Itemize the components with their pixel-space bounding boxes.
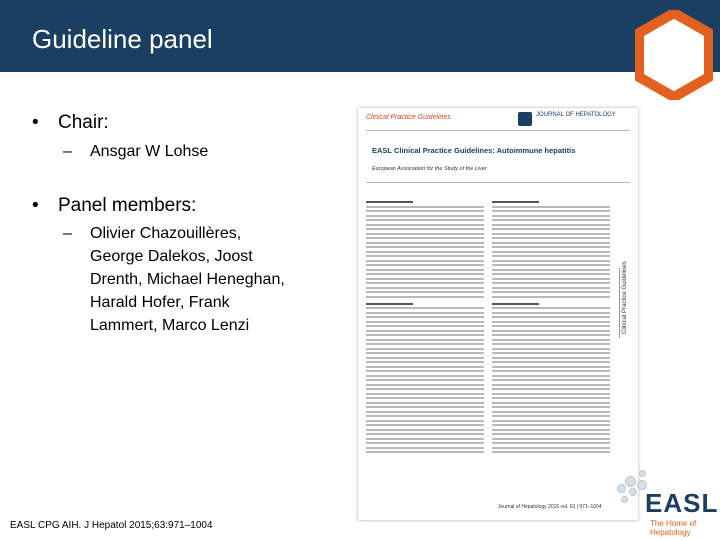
paper-text-line: [492, 255, 610, 257]
paper-text-line: [492, 291, 610, 293]
paper-text-line: [366, 330, 484, 332]
paper-text-line: [492, 224, 610, 226]
paper-column-left: [366, 196, 484, 456]
paper-text-line: [366, 215, 484, 217]
paper-text-line: [366, 246, 484, 248]
paper-text-line: [366, 447, 484, 449]
paper-text-line: [492, 312, 610, 314]
paper-text-line: [492, 352, 610, 354]
paper-text-line: [492, 384, 610, 386]
paper-text-line: [366, 291, 484, 293]
paper-text-line: [492, 348, 610, 350]
paper-text-line: [492, 282, 610, 284]
paper-rule: [366, 130, 630, 131]
paper-text-line: [366, 379, 484, 381]
panel-members-list: [63, 222, 290, 337]
paper-text-line: [366, 402, 484, 404]
paper-easl-icon: [518, 112, 532, 126]
paper-text-line: [492, 402, 610, 404]
paper-text-line: [492, 307, 610, 309]
paper-journal: JOURNAL OF HEPATOLOGY: [536, 112, 616, 118]
paper-header-label: Clinical Practice Guidelines: [366, 114, 451, 121]
paper-text-line: [366, 442, 484, 444]
bullet-marker: •: [32, 112, 39, 133]
paper-text-line: [492, 424, 610, 426]
paper-text-line: [492, 330, 610, 332]
paper-text-line: [492, 316, 610, 318]
slide-title: Guideline panel: [32, 24, 213, 54]
paper-side-tab: [619, 261, 634, 338]
paper-text-line: [492, 429, 610, 431]
paper-text-line: [492, 339, 610, 341]
paper-text-line: [366, 411, 484, 413]
paper-text-line: [366, 269, 484, 271]
easl-wordmark: EASL: [645, 488, 719, 518]
paper-text-line: [366, 296, 484, 298]
paper-text-line: [366, 343, 484, 345]
paper-text-line: [366, 251, 484, 253]
paper-text-line: [366, 201, 413, 203]
paper-text-line: [492, 251, 610, 253]
paper-text-line: [492, 269, 610, 271]
paper-text-line: [366, 316, 484, 318]
panel-members-value: Olivier Chazouillères, George Dalekos, Joost Drenth, Michael Heneghan, Harald Hofer, Frank Lammert, Marco Lenzi: [90, 225, 285, 334]
paper-text-line: [366, 397, 484, 399]
paper-text-line: [492, 219, 610, 221]
paper-rule: [366, 182, 630, 183]
paper-text-line: [492, 215, 610, 217]
paper-text-line: [492, 246, 610, 248]
paper-text-line: [366, 303, 413, 305]
paper-text-line: [492, 433, 610, 435]
paper-text-line: [366, 334, 484, 336]
bullet-panel-members: [32, 195, 196, 217]
paper-text-line: [366, 278, 484, 280]
paper-text-line: [492, 264, 610, 266]
paper-text-line: [492, 273, 610, 275]
paper-text-line: [366, 233, 484, 235]
paper-text-line: [492, 237, 610, 239]
paper-text-line: [492, 343, 610, 345]
paper-text-line: [492, 451, 610, 453]
paper-text-line: [492, 334, 610, 336]
paper-text-line: [492, 393, 610, 395]
paper-text-line: [492, 296, 610, 298]
bullet-marker: •: [32, 195, 39, 216]
paper-text-line: [366, 406, 484, 408]
paper-subtitle: European Association for the Study of the Liver: [372, 166, 487, 172]
paper-text-line: [492, 260, 610, 262]
paper-text-line: [366, 210, 484, 212]
paper-text-line: [366, 282, 484, 284]
paper-text-line: [366, 366, 484, 368]
paper-text-line: [366, 424, 484, 426]
paper-text-line: [492, 420, 610, 422]
paper-text-line: [366, 264, 484, 266]
paper-text-line: [492, 379, 610, 381]
paper-text-line: [366, 420, 484, 422]
bullet-chair: [32, 112, 109, 134]
paper-text-line: [492, 370, 610, 372]
paper-side-label: Clinical Practice Guidelines: [622, 261, 628, 334]
easl-tagline: The Home of Hepatology: [650, 519, 697, 537]
paper-text-line: [366, 206, 484, 208]
paper-text-line: [492, 287, 610, 289]
paper-text-line: [492, 242, 610, 244]
paper-text-line: [492, 361, 610, 363]
paper-text-line: [492, 397, 610, 399]
paper-text-line: [492, 325, 610, 327]
paper-text-line: [366, 388, 484, 390]
paper-text-line: [492, 303, 539, 305]
paper-footer: Journal of Hepatology 2015 vol. 63 | 971–1004: [498, 504, 602, 510]
paper-title: EASL Clinical Practice Guidelines: Autoimmune hepatitis: [372, 146, 576, 155]
paper-text-line: [366, 224, 484, 226]
paper-text-line: [492, 201, 539, 203]
paper-text-line: [366, 384, 484, 386]
paper-text-line: [366, 375, 484, 377]
paper-text-line: [366, 242, 484, 244]
paper-text-line: [492, 411, 610, 413]
paper-text-line: [492, 321, 610, 323]
paper-text-line: [366, 429, 484, 431]
paper-text-line: [366, 348, 484, 350]
paper-column-right: [492, 196, 610, 456]
paper-text-line: [366, 287, 484, 289]
paper-text-line: [366, 357, 484, 359]
paper-text-line: [492, 406, 610, 408]
paper-text-line: [492, 278, 610, 280]
paper-text-line: [366, 339, 484, 341]
paper-text-line: [492, 228, 610, 230]
citation: EASL CPG AIH. J Hepatol 2015;63:971–1004: [10, 520, 213, 531]
chair-name: [63, 140, 209, 163]
sub-dash: –: [63, 225, 72, 242]
paper-text-line: [366, 228, 484, 230]
paper-text-line: [366, 325, 484, 327]
paper-text-line: [366, 352, 484, 354]
panel-label: Panel members:: [58, 195, 197, 216]
paper-text-line: [366, 451, 484, 453]
paper-text-line: [492, 375, 610, 377]
paper-text-line: [366, 255, 484, 257]
title-bar: [0, 0, 720, 72]
paper-text-line: [492, 447, 610, 449]
paper-thumbnail: [358, 108, 638, 520]
easl-hexagon-logo: [635, 10, 713, 100]
paper-text-line: [366, 415, 484, 417]
paper-text-line: [492, 415, 610, 417]
paper-text-line: [492, 438, 610, 440]
paper-text-line: [492, 357, 610, 359]
chair-value: Ansgar W Lohse: [90, 143, 209, 160]
paper-text-line: [366, 393, 484, 395]
chair-label: Chair:: [58, 112, 109, 133]
paper-text-line: [366, 433, 484, 435]
paper-text-line: [366, 361, 484, 363]
paper-text-line: [366, 312, 484, 314]
paper-text-line: [366, 219, 484, 221]
paper-text-line: [492, 442, 610, 444]
paper-text-line: [492, 206, 610, 208]
paper-text-line: [492, 233, 610, 235]
paper-text-line: [366, 370, 484, 372]
paper-text-line: [366, 237, 484, 239]
paper-text-line: [366, 260, 484, 262]
paper-text-line: [492, 366, 610, 368]
paper-text-line: [366, 307, 484, 309]
paper-text-line: [492, 388, 610, 390]
paper-text-line: [366, 438, 484, 440]
paper-text-line: [492, 210, 610, 212]
sub-dash: –: [63, 143, 72, 160]
paper-text-line: [366, 273, 484, 275]
paper-text-line: [366, 321, 484, 323]
